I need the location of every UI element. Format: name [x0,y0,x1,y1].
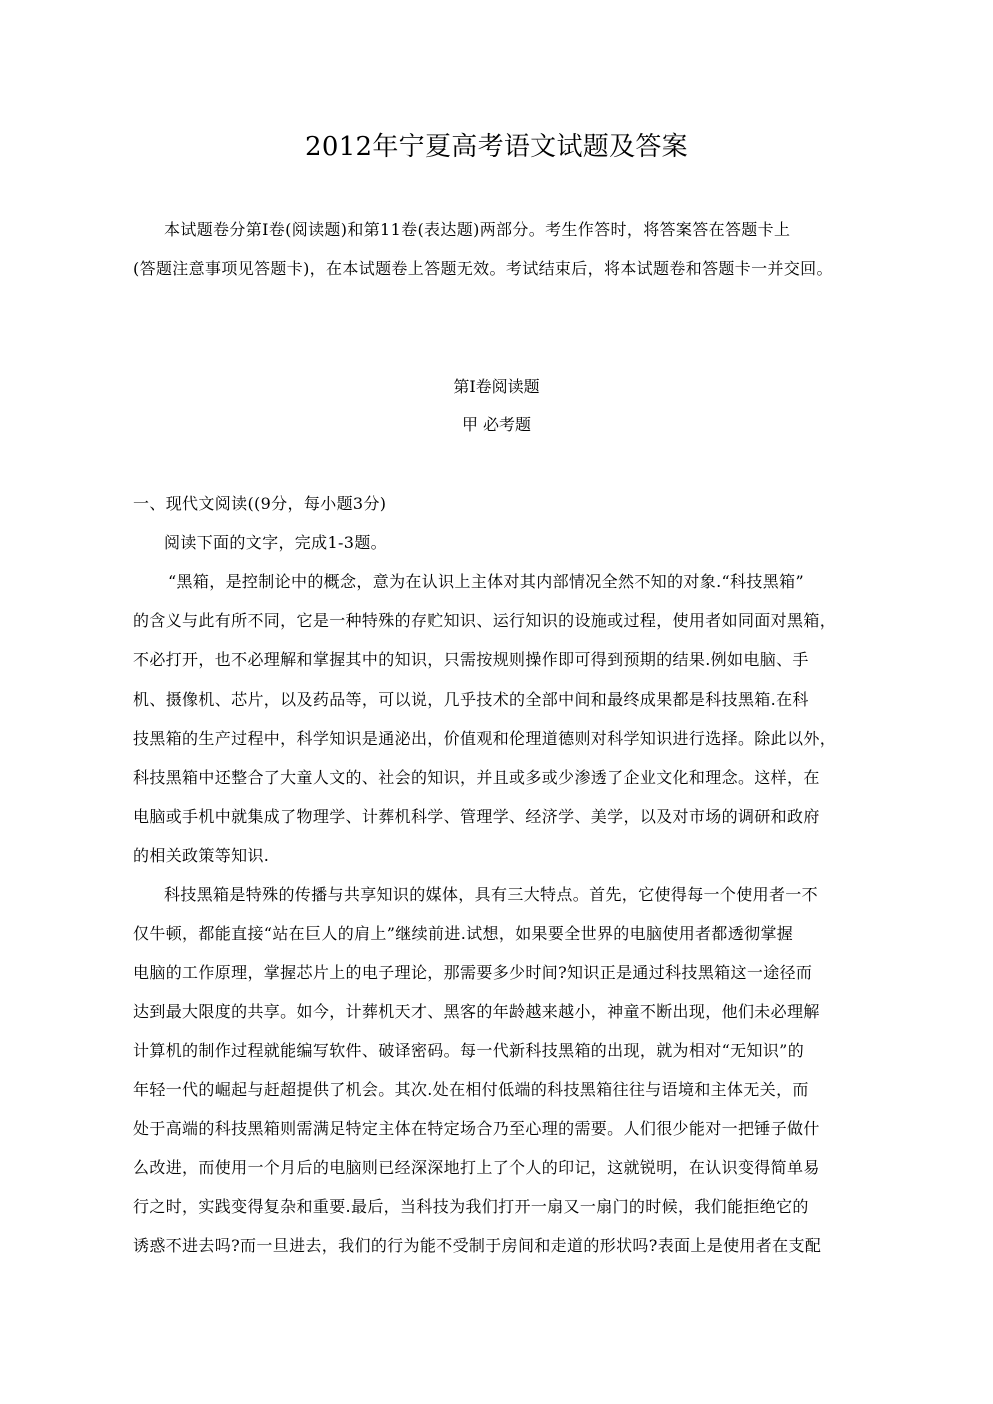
instruction-text: 阅读下面的文字，完成1-3题。 [164,533,388,552]
question-heading: 一、现代文阅读((9分，每小题3分) [133,494,387,513]
passage-line: 科技黑箱是特殊的传播与共享知识的媒体，具有三大特点。首先，它使得每一个使用者一不 [164,885,819,904]
intro-line-1: 本试题卷分第Ⅰ卷(阅读题)和第11卷(表达题)两部分。考生作答时，将答案答在答题卡上 [164,220,791,239]
passage-line: 年轻一代的崛起与赶超提供了机会。其次.处在相付低端的科技黑箱往往与语境和主体无关，而 [133,1080,809,1099]
passage-line: 的含义与此有所不同，它是一种特殊的存贮知识、运行知识的设施或过程，使用者如同面对黑箱， [133,611,837,630]
section-subheading: 甲 必考题 [461,415,532,434]
passage-line: 诱惑不进去吗?而一旦进去，我们的行为能不受制于房间和走道的形状吗?表面上是使用者在支配 [133,1236,822,1255]
passage-line: 处于高端的科技黑箱则需满足特定主体在特定场合乃至心理的需要。人们很少能对一把锤子做什 [133,1119,820,1138]
passage-line: 行之时，实践变得复杂和重要.最后，当科技为我们打开一扇又一扇门的时候，我们能拒绝它的 [133,1197,809,1216]
passage-line: 计算机的制作过程就能编写软件、破译密码。每一代新科技黑箱的出现，就为相对“无知识”的 [133,1041,805,1060]
passage-line: 机、摄像机、芯片，以及药品等，可以说，几乎技术的全部中间和最终成果都是科技黑箱.在科 [133,690,809,709]
passage-line: 电脑或手机中就集成了物理学、计葬机科学、管理学、经济学、美学，以及对市场的调研和政府 [133,807,820,826]
passage-line: 不必打开，也不必理解和掌握其中的知识，只需按规则操作即可得到预期的结果.例如电脑、手 [133,650,809,669]
document-title: 2012年宁夏高考语文试题及答案 [305,132,688,162]
passage-line: 达到最大限度的共享。如今，计葬机天才、黑客的年龄越来越小，神童不断出现，他们未必理解 [133,1002,820,1021]
intro-line-2: (答题注意事项见答题卡)，在本试题卷上答题无效。考试结束后，将本试题卷和答题卡一并交回。 [133,259,833,278]
passage-line: 电脑的工作原理，掌握芯片上的电子理论，那需要多少时间?知识正是通过科技黑箱这一途径而 [133,963,813,982]
passage-line: 的相关政策等知识. [133,846,270,865]
passage-line: 仅牛顿，都能直接“站在巨人的肩上”继续前进.试想，如果要全世界的电脑使用者都透彻掌握 [133,924,794,943]
section-heading: 第Ⅰ卷阅读题 [453,377,540,396]
passage-line: 技黑箱的生产过程中，科学知识是通泌出，价值观和伦理道德则对科学知识进行选择。除此以外， [133,729,837,748]
passage-line: 么改进，而使用一个月后的电脑则已经深深地打上了个人的印记，这就锐明，在认识变得简单易 [133,1158,820,1177]
passage-line: 科技黑箱中还整合了大童人文的、社会的知识，并且或多或少渗透了企业文化和理念。这样，在 [133,768,820,787]
passage-line: “黑箱，是控制论中的概念，意为在认识上主体对其内部情况全然不知的对象.“科技黑箱” [168,572,804,591]
